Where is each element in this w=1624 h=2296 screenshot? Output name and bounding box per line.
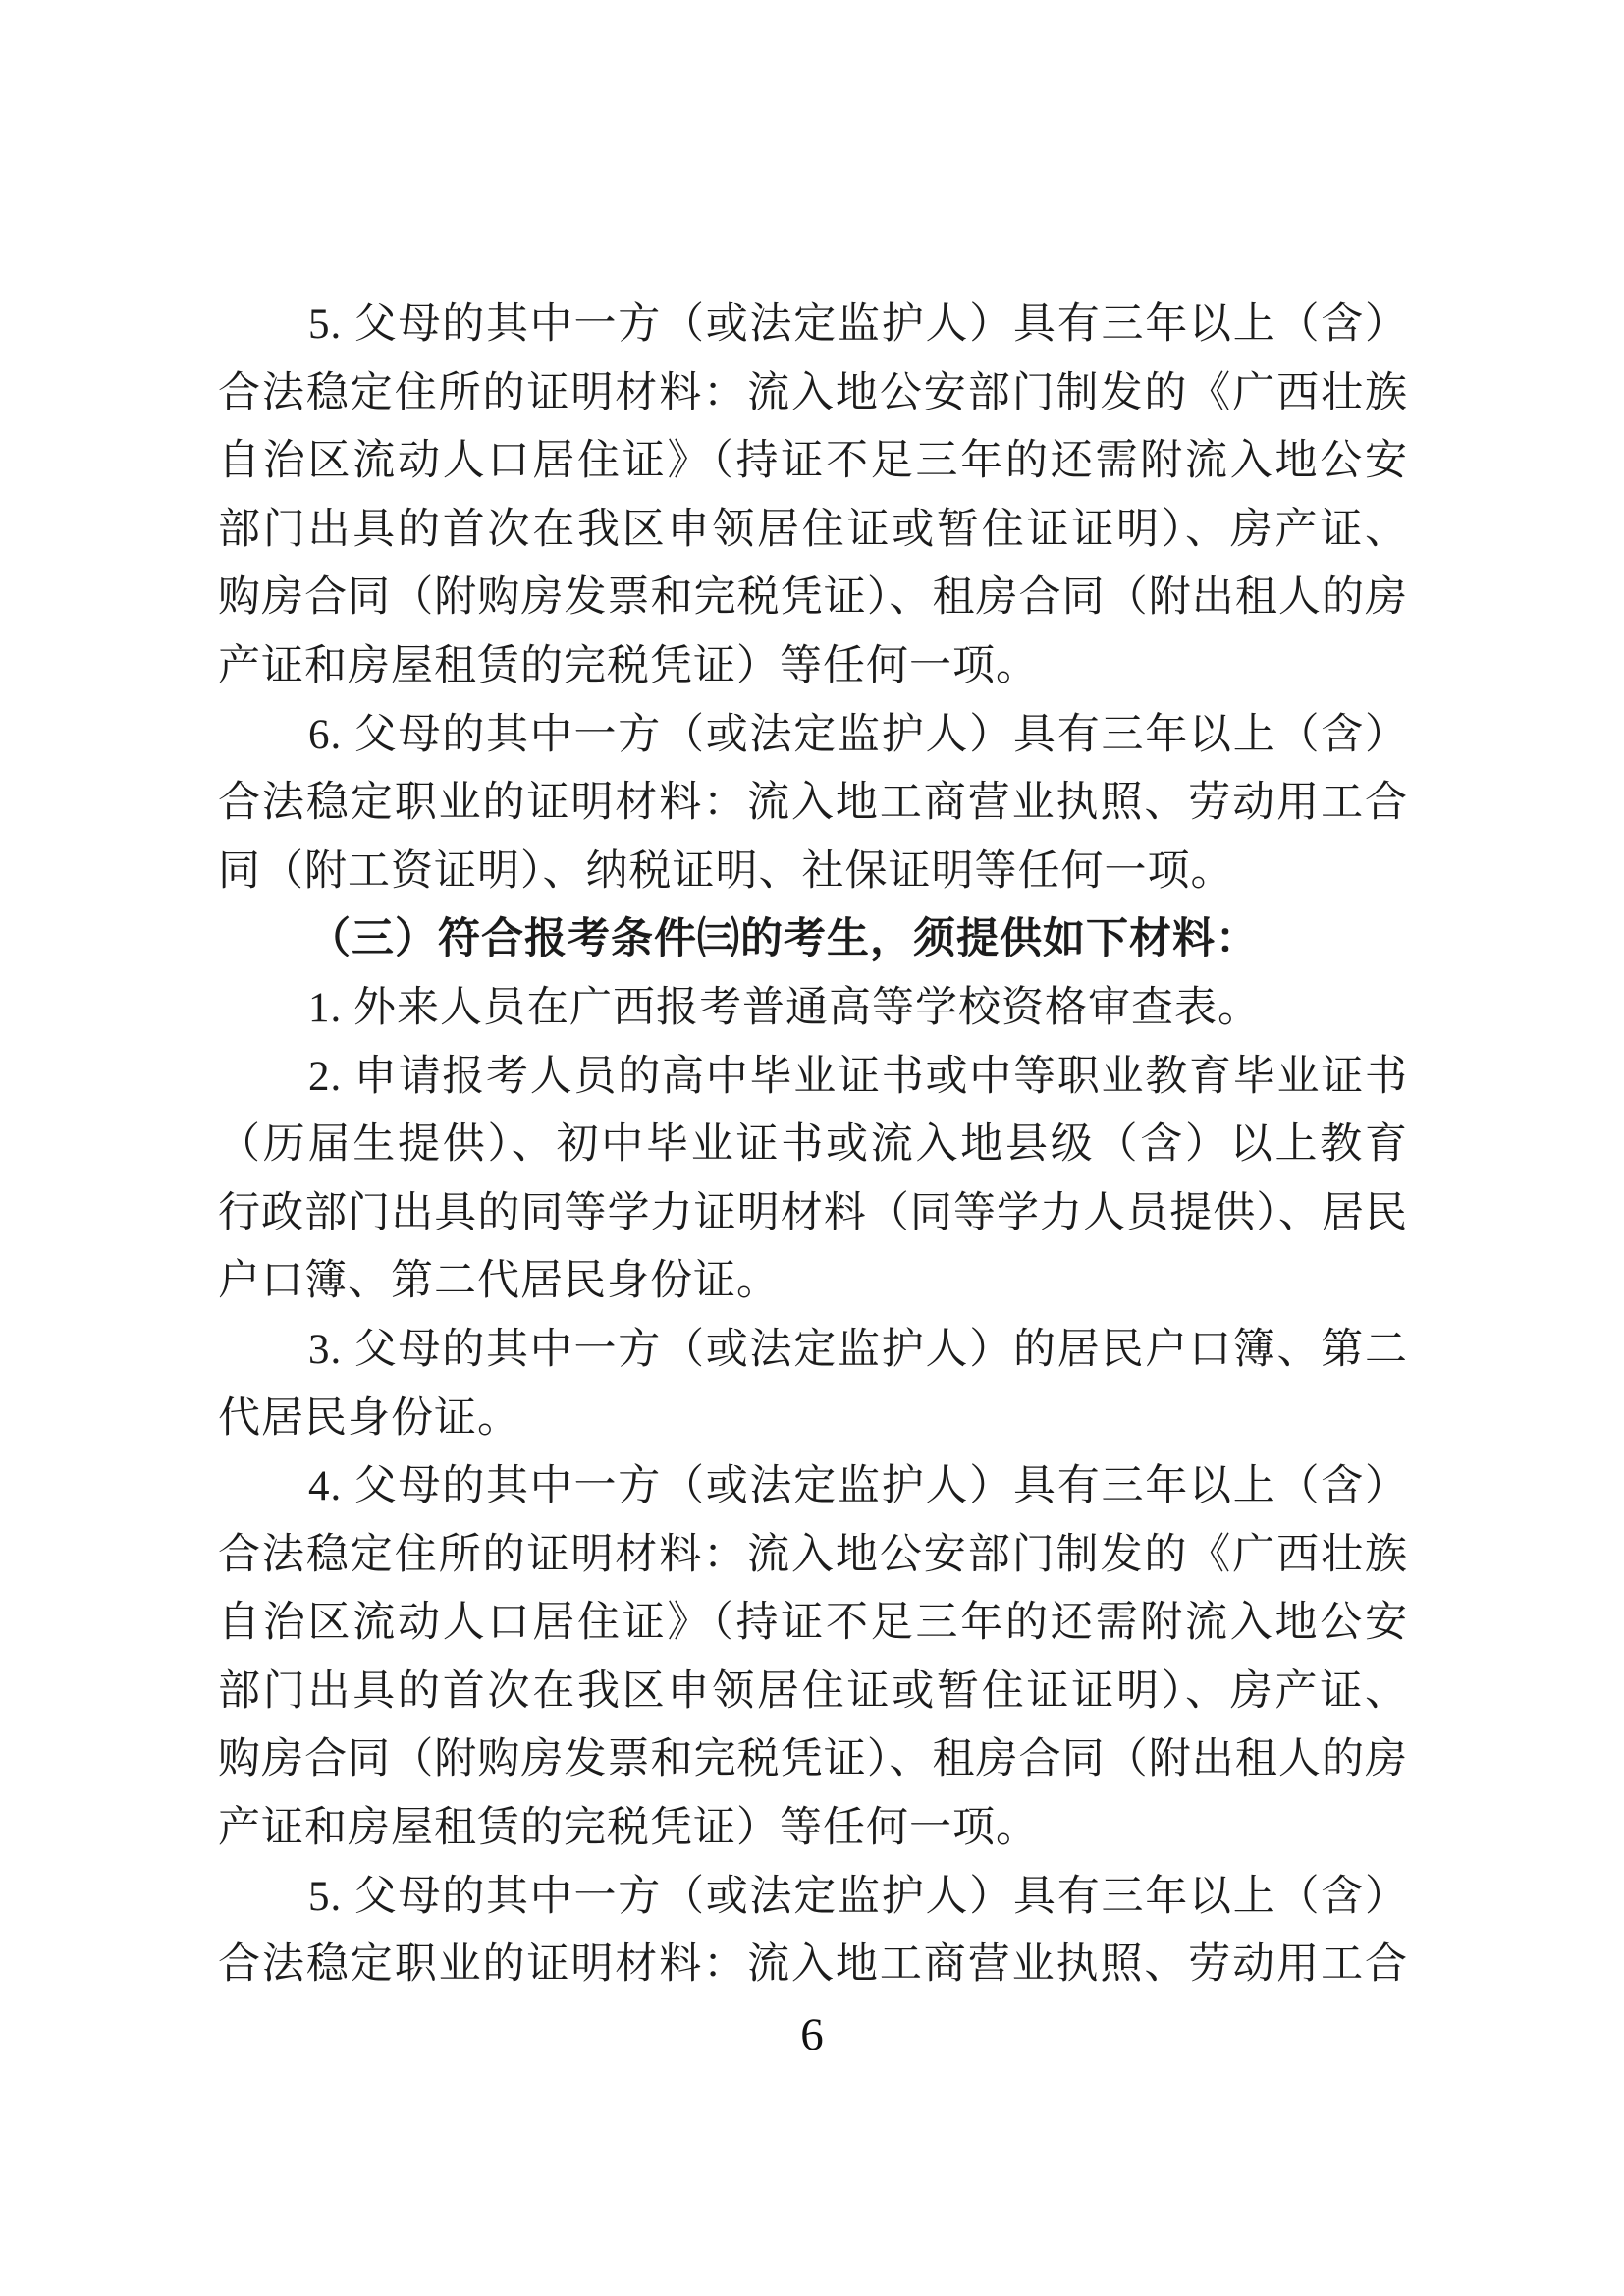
document-line: 行政部门出具的同等学力证明材料（同等学力人员提供）、居民 bbox=[218, 1189, 1408, 1236]
document-line: 代居民身份证。 bbox=[218, 1394, 520, 1442]
document-line: 部门出具的首次在我区申领居住证或暂住证证明）、房产证、 bbox=[218, 1667, 1408, 1715]
document-line: 同（附工资证明）、纳税证明、社保证明等任何一项。 bbox=[218, 847, 1234, 895]
document-line: （历届生提供）、初中毕业证书或流入地县级（含）以上教育 bbox=[218, 1121, 1408, 1169]
document-line: 1. 外来人员在广西报考普通高等学校资格审查表。 bbox=[308, 984, 1261, 1031]
document-line: 户口簿、第二代居民身份证。 bbox=[218, 1258, 780, 1305]
document-line: 部门出具的首次在我区申领居住证或暂住证证明）、房产证、 bbox=[218, 506, 1408, 553]
document-line: 5. 父母的其中一方（或法定监护人）具有三年以上（含） bbox=[308, 301, 1408, 348]
document-line: 2. 申请报考人员的高中毕业证书或中等职业教育毕业证书 bbox=[308, 1053, 1408, 1100]
document-line: 合法稳定职业的证明材料：流入地工商营业执照、劳动用工合 bbox=[218, 780, 1408, 827]
page-footer bbox=[0, 2005, 1624, 2064]
document-line: 产证和房屋租赁的完税凭证）等任何一项。 bbox=[218, 642, 1039, 689]
document-line: 6. 父母的其中一方（或法定监护人）具有三年以上（含） bbox=[308, 711, 1408, 758]
page-number: 6 bbox=[800, 2009, 824, 2060]
document-line: 5. 父母的其中一方（或法定监护人）具有三年以上（含） bbox=[308, 1873, 1408, 1920]
document-line: 4. 父母的其中一方（或法定监护人）具有三年以上（含） bbox=[308, 1463, 1408, 1510]
document-line: 购房合同（附购房发票和完税凭证）、租房合同（附出租人的房 bbox=[218, 574, 1408, 622]
document-body bbox=[218, 291, 1408, 1999]
document-line: 自治区流动人口居住证》（持证不足三年的还需附流入地公安 bbox=[218, 1600, 1408, 1647]
document-line: （三）符合报考条件㈢的考生，须提供如下材料： bbox=[308, 916, 1259, 963]
document-line: 购房合同（附购房发票和完税凭证）、租房合同（附出租人的房 bbox=[218, 1736, 1408, 1783]
document-line: 合法稳定住所的证明材料：流入地公安部门制发的《广西壮族 bbox=[218, 369, 1408, 416]
document-line: 产证和房屋租赁的完税凭证）等任何一项。 bbox=[218, 1805, 1039, 1852]
document-line: 合法稳定职业的证明材料：流入地工商营业执照、劳动用工合 bbox=[218, 1941, 1408, 1989]
document-line: 合法稳定住所的证明材料：流入地公安部门制发的《广西壮族 bbox=[218, 1531, 1408, 1578]
document-line: 自治区流动人口居住证》（持证不足三年的还需附流入地公安 bbox=[218, 438, 1408, 485]
document-line: 3. 父母的其中一方（或法定监护人）的居民户口簿、第二 bbox=[308, 1326, 1408, 1373]
